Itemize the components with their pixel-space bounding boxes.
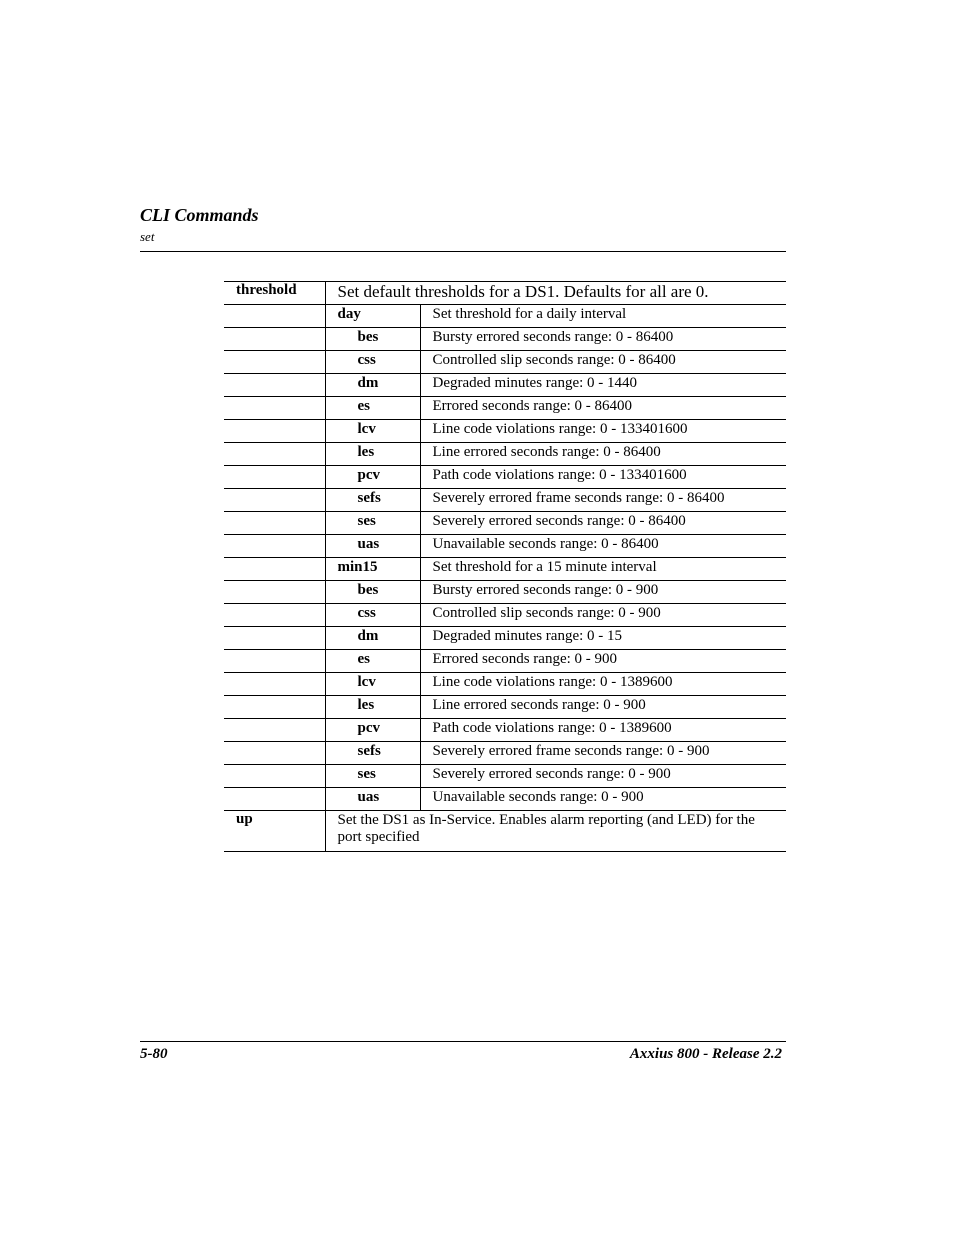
table-row [224, 489, 786, 512]
empty-command-cell [224, 627, 325, 650]
parameter-cell [325, 604, 420, 627]
parameter-description: Line errored seconds range: 0 - 86400 [432, 444, 661, 460]
parameter-description: Errored seconds range: 0 - 900 [432, 651, 618, 667]
table-row [224, 374, 786, 397]
command-table [224, 281, 786, 852]
parameter-name: bes [357, 582, 379, 598]
parameter-cell [325, 466, 420, 489]
parameter-cell [325, 489, 420, 512]
parameter-description: Bursty errored seconds range: 0 - 86400 [432, 329, 674, 345]
table-row [224, 765, 786, 788]
parameter-description: Bursty errored seconds range: 0 - 900 [432, 582, 659, 598]
parameter-description-cell [420, 374, 786, 397]
empty-command-cell [224, 420, 325, 443]
parameter-cell [325, 512, 420, 535]
empty-command-cell [224, 374, 325, 397]
parameter-name: uas [357, 789, 380, 805]
parameter-description: Unavailable seconds range: 0 - 86400 [432, 536, 659, 552]
parameter-name: les [357, 697, 375, 713]
up-row [224, 811, 786, 852]
parameter-name: dm [357, 628, 379, 644]
parameter-cell [325, 742, 420, 765]
empty-command-cell [224, 443, 325, 466]
parameter-description: Severely errored frame seconds range: 0 - 900 [432, 743, 710, 759]
parameter-cell [325, 673, 420, 696]
parameter-description: Path code violations range: 0 - 1389600 [432, 720, 672, 736]
parameter-cell [325, 305, 420, 328]
command-description: Set default thresholds for a DS1. Defaults for all are 0. [337, 282, 709, 301]
parameter-description: Severely errored seconds range: 0 - 86400 [432, 513, 686, 529]
parameter-description-cell [420, 788, 786, 811]
empty-command-cell [224, 558, 325, 581]
parameter-name: es [357, 398, 370, 414]
command-description: Set the DS1 as In-Service. Enables alarm reporting (and LED) for the port specified [337, 812, 755, 845]
parameter-description: Severely errored seconds range: 0 - 900 [432, 766, 671, 782]
parameter-cell [325, 420, 420, 443]
parameter-description-cell [420, 765, 786, 788]
parameter-name: day [337, 306, 361, 322]
parameter-description: Degraded minutes range: 0 - 15 [432, 628, 623, 644]
table-row [224, 305, 786, 328]
table-row [224, 328, 786, 351]
footer-divider [140, 1041, 786, 1042]
parameter-name: pcv [357, 467, 380, 483]
parameter-description-cell [420, 535, 786, 558]
parameter-name: es [357, 651, 370, 667]
parameter-cell [325, 627, 420, 650]
parameter-name: dm [357, 375, 379, 391]
parameter-description: Controlled slip seconds range: 0 - 86400 [432, 352, 676, 368]
empty-command-cell [224, 489, 325, 512]
page-header-subtitle: set [140, 229, 155, 244]
parameter-description-cell [420, 696, 786, 719]
parameter-description-cell [420, 673, 786, 696]
empty-command-cell [224, 397, 325, 420]
page-number: 5-80 [140, 1046, 168, 1062]
parameter-description-cell [420, 512, 786, 535]
parameter-cell [325, 788, 420, 811]
parameter-name: css [357, 352, 376, 368]
header-divider [140, 251, 786, 252]
parameter-name: css [357, 605, 376, 621]
empty-command-cell [224, 650, 325, 673]
parameter-description: Set threshold for a 15 minute interval [432, 559, 657, 575]
empty-command-cell [224, 765, 325, 788]
parameter-description-cell [420, 719, 786, 742]
parameter-cell [325, 650, 420, 673]
parameter-description-cell [420, 627, 786, 650]
empty-command-cell [224, 512, 325, 535]
parameter-cell [325, 696, 420, 719]
parameter-description: Degraded minutes range: 0 - 1440 [432, 375, 638, 391]
parameter-name: les [357, 444, 375, 460]
parameter-description-cell [420, 328, 786, 351]
parameter-name: sefs [357, 743, 381, 759]
parameter-cell [325, 535, 420, 558]
parameter-cell [325, 328, 420, 351]
table-row [224, 512, 786, 535]
empty-command-cell [224, 535, 325, 558]
empty-command-cell [224, 719, 325, 742]
parameter-description-cell [420, 558, 786, 581]
command-name: up [236, 811, 253, 827]
command-name: threshold [236, 282, 297, 298]
parameter-name: min15 [337, 559, 378, 575]
table-row [224, 696, 786, 719]
parameter-description-cell [420, 466, 786, 489]
parameter-description: Line code violations range: 0 - 133401600 [432, 421, 688, 437]
parameter-description: Unavailable seconds range: 0 - 900 [432, 789, 644, 805]
parameter-description-cell [420, 305, 786, 328]
page-header-title: CLI Commands [140, 205, 259, 225]
parameter-description-cell [420, 489, 786, 512]
command-cell [224, 282, 325, 305]
parameter-name: lcv [357, 421, 376, 437]
command-cell [224, 811, 325, 852]
parameter-name: ses [357, 513, 376, 529]
table-row [224, 788, 786, 811]
parameter-description-cell [420, 650, 786, 673]
table-row [224, 742, 786, 765]
parameter-cell [325, 719, 420, 742]
empty-command-cell [224, 351, 325, 374]
table-row [224, 443, 786, 466]
empty-command-cell [224, 581, 325, 604]
table-row [224, 397, 786, 420]
empty-command-cell [224, 742, 325, 765]
parameter-name: ses [357, 766, 376, 782]
parameter-description-cell [420, 742, 786, 765]
parameter-name: lcv [357, 674, 376, 690]
parameter-description: Errored seconds range: 0 - 86400 [432, 398, 633, 414]
parameter-description-cell [420, 604, 786, 627]
table-row [224, 673, 786, 696]
parameter-cell [325, 581, 420, 604]
parameter-name: bes [357, 329, 379, 345]
parameter-description: Set threshold for a daily interval [432, 306, 627, 322]
parameter-cell [325, 374, 420, 397]
empty-command-cell [224, 604, 325, 627]
table-row [224, 581, 786, 604]
parameter-cell [325, 351, 420, 374]
parameter-description-cell [420, 443, 786, 466]
product-release: Axxius 800 - Release 2.2 [629, 1046, 782, 1062]
parameter-name: pcv [357, 720, 380, 736]
parameter-description-cell [420, 420, 786, 443]
parameter-description-cell [420, 351, 786, 374]
parameter-description: Path code violations range: 0 - 133401600 [432, 467, 687, 483]
description-cell [325, 811, 786, 852]
table-row [224, 627, 786, 650]
parameter-name: sefs [357, 490, 381, 506]
empty-command-cell [224, 696, 325, 719]
parameter-description-cell [420, 397, 786, 420]
parameter-cell [325, 558, 420, 581]
table-row [224, 558, 786, 581]
empty-command-cell [224, 788, 325, 811]
empty-command-cell [224, 305, 325, 328]
table-row [224, 719, 786, 742]
parameter-cell [325, 397, 420, 420]
description-cell [325, 282, 786, 305]
empty-command-cell [224, 328, 325, 351]
threshold-row [224, 282, 786, 305]
table-row [224, 420, 786, 443]
parameter-cell [325, 765, 420, 788]
empty-command-cell [224, 466, 325, 489]
table-row [224, 351, 786, 374]
parameter-description-cell [420, 581, 786, 604]
parameter-cell [325, 443, 420, 466]
table-row [224, 466, 786, 489]
empty-command-cell [224, 673, 325, 696]
table-row [224, 535, 786, 558]
table-row [224, 604, 786, 627]
parameter-description: Severely errored frame seconds range: 0 - 86400 [432, 490, 725, 506]
table-row [224, 650, 786, 673]
parameter-description: Controlled slip seconds range: 0 - 900 [432, 605, 661, 621]
parameter-description: Line code violations range: 0 - 1389600 [432, 674, 673, 690]
parameter-name: uas [357, 536, 380, 552]
parameter-description: Line errored seconds range: 0 - 900 [432, 697, 646, 713]
